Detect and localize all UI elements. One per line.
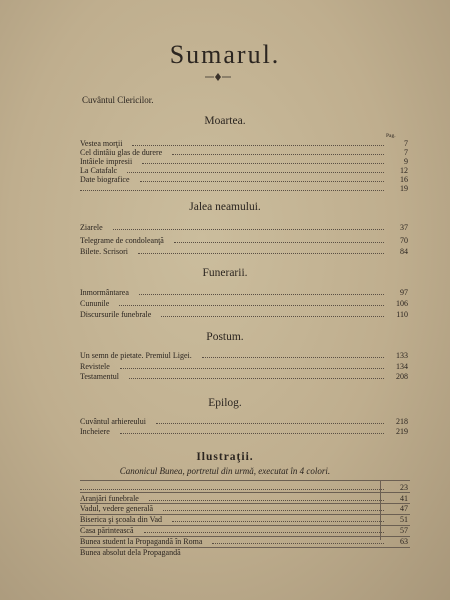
toc-entry: Un semn de pietate. Premiul Ligei. 133 xyxy=(80,351,408,360)
toc-entry: Inmormântarea 97 xyxy=(80,288,408,297)
table-rule-top xyxy=(80,480,410,481)
toc-entry: Incheiere 219 xyxy=(80,427,408,436)
toc-entry: Vadul, vedere generală 47 xyxy=(80,504,408,513)
toc-entry: Testamentul 208 xyxy=(80,372,408,381)
section-heading-jalea-neamului: Jalea neamului. xyxy=(189,201,261,213)
table-rule xyxy=(80,525,410,526)
toc-entry: Discursurile funebrale 110 xyxy=(80,310,408,319)
toc-entry: Biserica şi şcoala din Vad 51 xyxy=(80,515,408,524)
table-rule xyxy=(80,536,410,537)
page-title: Sumarul. xyxy=(169,40,281,69)
ornament-icon xyxy=(205,72,231,82)
illustrations-heading: Ilustraţii. xyxy=(196,451,254,463)
intro-line: Cuvântul Clericilor. xyxy=(82,95,154,105)
section-heading-epilog: Epilog. xyxy=(208,397,242,409)
section-heading-funerarii: Funerarii. xyxy=(202,267,248,279)
table-rule xyxy=(80,514,410,515)
table-rule xyxy=(80,503,410,504)
toc-entry: Revistele 134 xyxy=(80,362,408,371)
toc-entry: Telegrame de condoleanţă 70 xyxy=(80,236,408,245)
toc-entry: Vestea morţii 7 xyxy=(80,139,408,148)
illustrations-subtitle: Canonicul Bunea, portretul din urmă, executat în 4 colori. xyxy=(119,466,331,476)
section-heading-moartea: Moartea. xyxy=(204,115,246,127)
toc-entry: Bunea absolut dela Propagandă xyxy=(80,548,181,557)
table-rule xyxy=(80,547,410,548)
toc-entry: 19 xyxy=(80,184,408,194)
toc-entry: Intâiele impresii 9 xyxy=(80,157,408,166)
toc-entry: Cel dintâiu glas de durere 7 xyxy=(80,148,408,157)
toc-entry: Aranjări funebrale 41 xyxy=(80,494,408,503)
toc-entry: Cuvântul arhiereului 218 xyxy=(80,417,408,426)
toc-entry: Cununile 106 xyxy=(80,299,408,308)
section-heading-postum: Postum. xyxy=(206,331,244,343)
page-column-label: Pag. xyxy=(386,133,396,139)
table-column-divider xyxy=(380,480,381,540)
toc-entry: La Catafalc 12 xyxy=(80,166,408,175)
table-rule xyxy=(80,492,410,493)
toc-entry: Casa părintească 57 xyxy=(80,526,408,535)
toc-entry: Bilete. Scrisori 84 xyxy=(80,247,408,256)
toc-entry: Ziarele 37 xyxy=(80,223,408,232)
toc-entry: Date biografice 16 xyxy=(80,175,408,184)
toc-entry: 23 xyxy=(80,483,408,493)
toc-entry: Bunea student la Propagandă în Roma 63 xyxy=(80,537,408,546)
